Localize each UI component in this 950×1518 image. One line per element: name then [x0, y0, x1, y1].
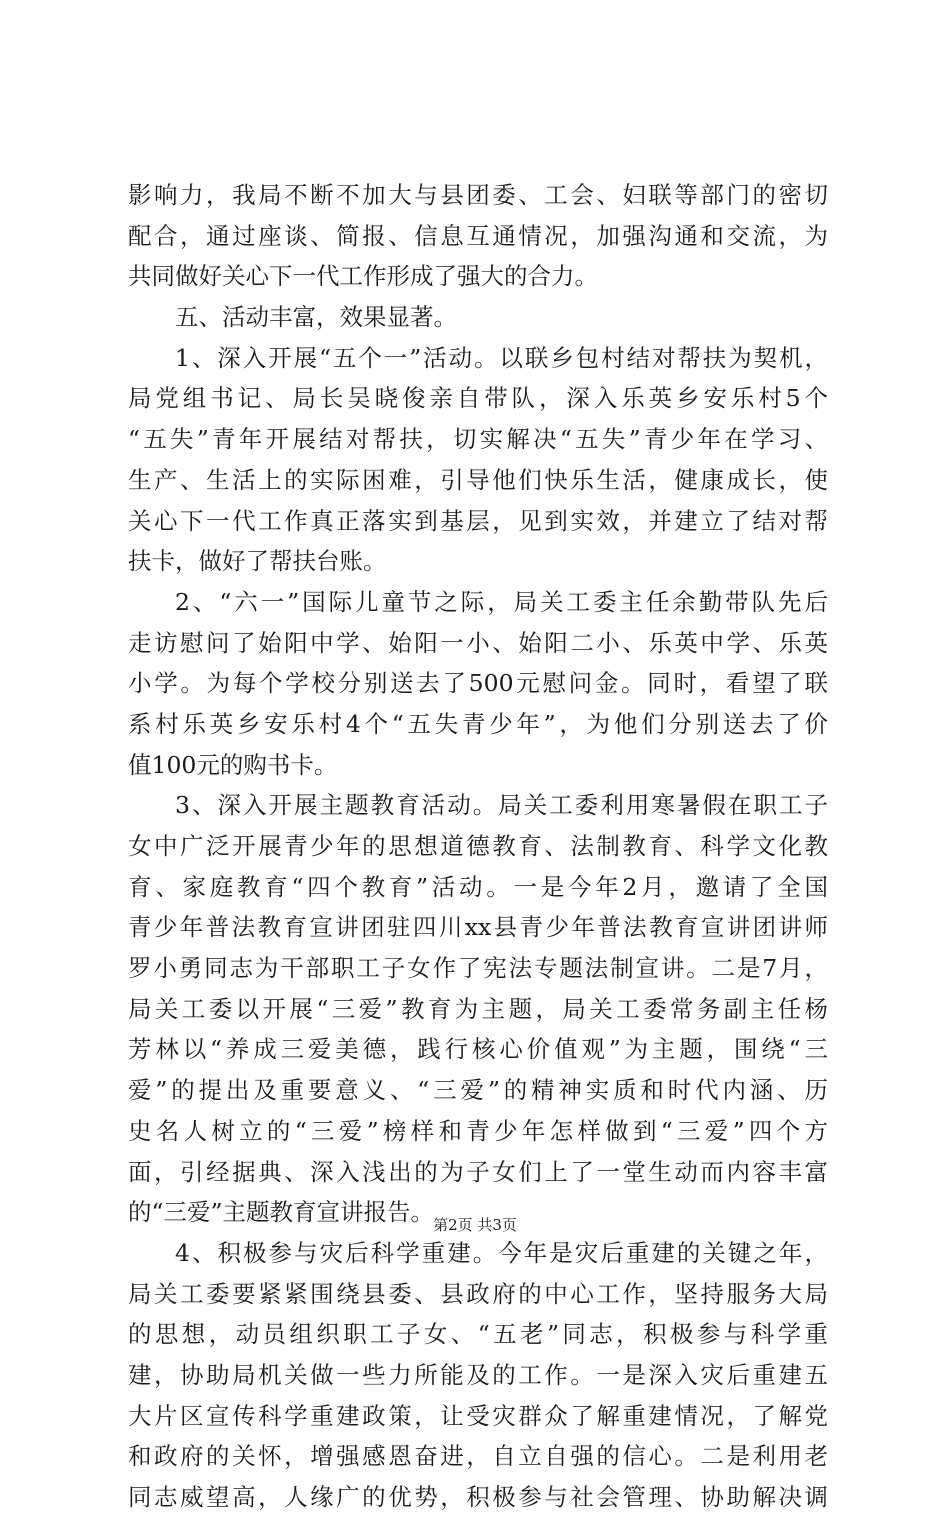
text-line: 大片区宣传科学重建政策，让受灾群众了解重建情况，了解党 [128, 1401, 828, 1430]
text-line: 局关工委要紧紧围绕县委、县政府的中心工作，坚持服务大局 [128, 1279, 828, 1308]
text-line: 局关工委以开展“三爱”教育为主题，局关工委常务副主任杨 [128, 994, 828, 1023]
text-line: 的思想，动员组织职工子女、“五老”同志，积极参与科学重 [128, 1320, 828, 1349]
text-line: 罗小勇同志为干部职工子女作了宪法专题法制宣讲。二是7月， [128, 954, 828, 983]
text-line: 值100元的购书卡。 [128, 750, 338, 779]
text-line: 1、深入开展“五个一”活动。以联乡包村结对帮扶为契机， [175, 343, 828, 372]
text-line: 2、“六一”国际儿童节之际，局关工委主任余勤带队先后 [175, 587, 828, 616]
text-line: 生产、生活上的实际困难，引导他们快乐生活，健康成长，使 [128, 465, 828, 494]
section-heading: 五、活动丰富，效果显著。 [175, 303, 457, 332]
text-line: 女中广泛开展青少年的思想道德教育、法制教育、科学文化教 [128, 832, 828, 860]
text-line: 芳林以“养成三爱美德，践行核心价值观”为主题，围绕“三 [128, 1035, 828, 1064]
text-line: 史名人树立的“三爱”榜样和青少年怎样做到“三爱”四个方 [128, 1116, 828, 1145]
text-line: 影响力，我局不断不加大与县团委、工会、妇联等部门的密切 [128, 181, 828, 209]
text-line: 建，协助局机关做一些力所能及的工作。一是深入灾后重建五 [128, 1360, 828, 1389]
text-line: 同志威望高，人缘广的优势，积极参与社会管理、协助解决调 [128, 1483, 828, 1511]
text-line: 系村乐英乡安乐村4个“五失青少年”，为他们分别送去了价 [128, 709, 828, 738]
text-line: 面，引经据典、深入浅出的为子女们上了一堂生动而内容丰富 [128, 1157, 828, 1186]
text-line: “五失”青年开展结对帮扶，切实解决“五失”青少年在学习、 [128, 425, 828, 454]
text-line: 走访慰问了始阳中学、始阳一小、始阳二小、乐英中学、乐英 [128, 628, 828, 657]
text-line: 配合，通过座谈、简报、信息互通情况，加强沟通和交流，为 [128, 221, 828, 250]
text-line: 青少年普法教育宣讲团驻四川xx县青少年普法教育宣讲团讲师 [128, 913, 828, 942]
text-line: 关心下一代工作真正落实到基层，见到实效，并建立了结对帮 [128, 506, 828, 535]
text-line: 育、家庭教育“四个教育”活动。一是今年2月，邀请了全国 [128, 872, 828, 901]
text-line: 3、深入开展主题教育活动。局关工委利用寒暑假在职工子 [175, 791, 828, 820]
text-line: 小学。为每个学校分别送去了500元慰问金。同时，看望了联 [128, 669, 828, 698]
text-line: 扶卡，做好了帮扶台账。 [128, 547, 387, 576]
text-line: 局党组书记、局长吴晓俊亲自带队，深入乐英乡安乐村5个 [128, 384, 828, 413]
text-line: 的“三爱”主题教育宣讲报告。 [128, 1198, 435, 1227]
text-line: 爱”的提出及重要意义、“三爱”的精神实质和时代内涵、历 [128, 1076, 828, 1105]
page-number-footer: 第2页 共3页 [433, 1216, 517, 1234]
body-text [128, 175, 828, 1518]
text-line: 4、积极参与灾后科学重建。今年是灾后重建的关键之年， [175, 1238, 828, 1267]
text-line: 共同做好关心下一代工作形成了强大的合力。 [128, 262, 598, 291]
text-line: 和政府的关怀，增强感恩奋进，自立自强的信心。二是利用老 [128, 1442, 828, 1471]
